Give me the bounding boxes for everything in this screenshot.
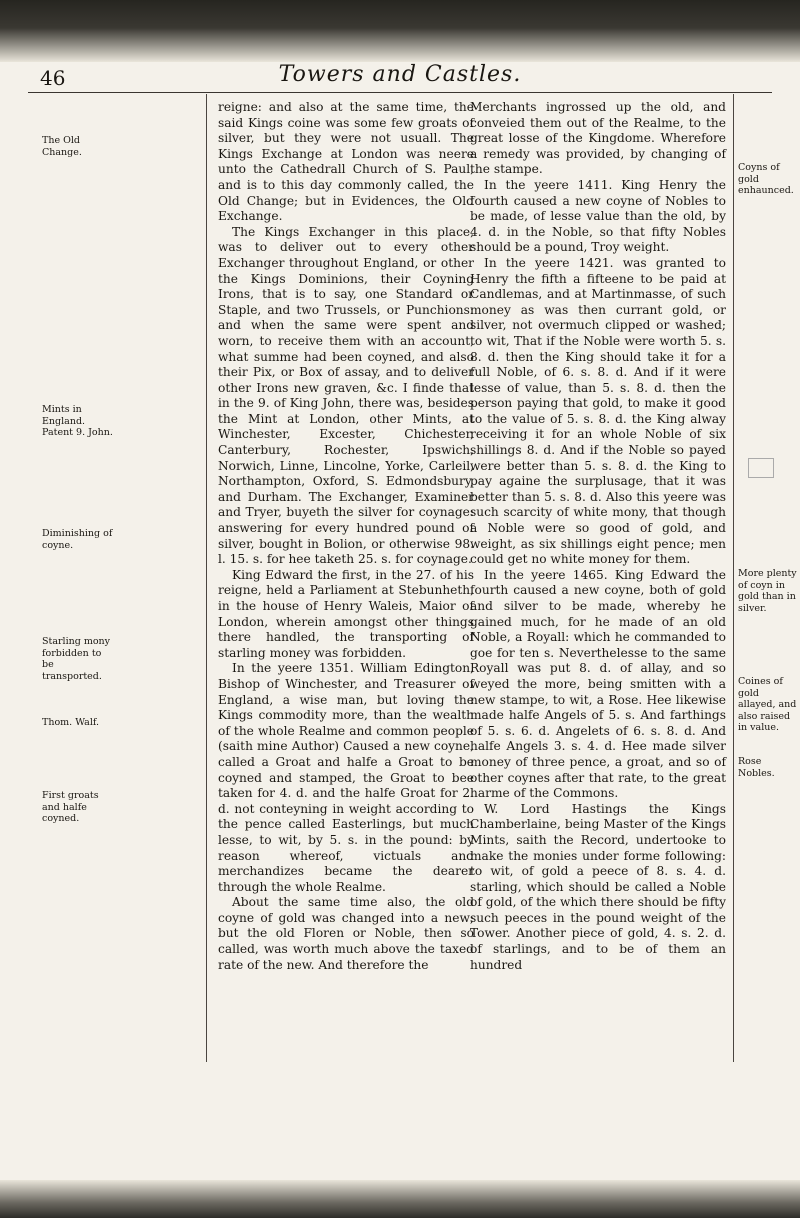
paragraph: About the same time also, the old coyne of gold was changed into a new; but the old Floren or Noble, then so called, was worth much above the taxed rate of the new. And therefore the: [218, 895, 474, 972]
margin-note-rose-nobles: Rose Nobles.: [738, 756, 775, 779]
scan-bottom-edge: [0, 1180, 800, 1218]
paragraph: W. Lord Hastings the Kings Chamberlaine, being Master of the Kings Mints, saith the Record, undertooke to make the monies under forme following: to wit, of gold a peece of 8. s. 4. d. starling, which should be called a Noble of gold, of the which there should be fifty such peeces in the pound weight of the Tower. Another piece of gold, 4. s. 2. d. of starlings, and to be of them an hundred: [470, 801, 726, 972]
right-margin-rule: [733, 94, 734, 1062]
margin-note-plenty: More plenty of coyn in gold than in silver.: [738, 568, 797, 614]
page-number: 46: [40, 66, 66, 90]
paragraph: In the yeere 1351. William Edington, Bishop of Winchester, and Treasurer of England, a wise man, but loving the Kings commodity more, than the wealth of the whole Realme and common people (saith mine Author) Caused a new coyne, called a Groat and halfe a Groat to be coyned and stamped, the Groat to bee taken for 4. d. and the halfe Groat for 2. d. not conteyning in weight according to the pence called Easterlings, but much lesse, to wit, by 5. s. in the pound: by reason whereof, victuals and merchandizes became the dearer through the whole Realme.: [218, 661, 474, 894]
paragraph: reigne: and also at the same time, the said Kings coine was some few groats of silver, but they were not usuall. The Kings Exchange at London was neere unto the Cathedrall Church of S. Paul, and is to this day commonly called, the Old Change; but in Evidences, the Old Exchange.: [218, 100, 474, 224]
header-rule: [28, 92, 772, 93]
margin-note-mints: Mints in England. Patent 9. John.: [42, 404, 113, 438]
paragraph: The Kings Exchanger in this place, was to deliver out to every other Exchanger throughout England, or other the Kings Dominions, their Coyning Irons, that is to say, one Standard or Staple, and two Trussels, or Punchions: and when the same were spent and worn, to receive them with an account, what summe had been coyned, and also their Pix, or Box of assay, and to deliver other Irons new graven, &c. I finde that in the 9. of King John, there was, besides the Mint at London, other Mints, at Winchester, Excester, Chichester, Canterbury, Rochester, Ipswich, Norwich, Linne, Lincolne, Yorke, Carleil, Northampton, Oxford, S. Edmondsbury, and Durham. The Exchanger, Examiner and Tryer, buyeth the silver for coynage: answering for every hundred pound of silver, bought in Bolion, or otherwise 98. l. 15. s. for hee taketh 25. s. for coynage.: [218, 224, 474, 567]
library-stamp: [748, 458, 774, 478]
right-text-column: [470, 100, 726, 973]
paragraph: In the yeere 1465. King Edward the fourth caused a new coyne, both of gold and silver to be made, whereby he gained much, for he made of an old Noble, a Royall: which he commanded to goe for ten s. Neverthelesse to the same Royall was put 8. d. of allay, and so weyed the more, being smitten with a new stampe, to wit, a Rose. Hee likewise made halfe Angels of 5. s. And farthings of 5. s. 6. d. Angelets of 6. s. 8. d. And halfe Angels 3. s. 4. d. Hee made silver money of three pence, a groat, and so of other coynes after that rate, to the great harme of the Commons.: [470, 567, 726, 801]
scan-top-edge: [0, 0, 800, 62]
paragraph: King Edward the first, in the 27. of his reigne, held a Parliament at Stebunheth, in the house of Henry Waleis, Maior of London, wherein amongst other things there handled, the transporting of starling money was forbidden.: [218, 567, 474, 660]
margin-note-old-change: The Old Change.: [42, 135, 82, 158]
margin-note-starling: Starling mony forbidden to be transported.: [42, 636, 111, 682]
paragraph: In the yeere 1411. King Henry the fourth caused a new coyne of Nobles to be made, of lesse value than the old, by 4. d. in the Noble, so that fifty Nobles should be a pound, Troy weight.: [470, 177, 726, 255]
margin-note-groats: First groats and halfe coyned.: [42, 790, 99, 824]
margin-note-enhaunced: Coyns of gold enhaunced.: [738, 162, 794, 196]
paragraph: In the yeere 1421. was granted to Henry the fifth a fifteene to be paid at Candlemas, and at Martinmasse, of such money as was then currant gold, or silver, not overmuch clipped or washed; to wit, That if the Noble were worth 5. s. 8. d. then the King should take it for a full Noble, of 6. s. 8. d. And if it were lesse of value, than 5. s. 8. d. then the person paying that gold, to make it good to the value of 5. s. 8. d. the King alway receiving it for an whole Noble of six shillings 8. d. And if the Noble so payed were better than 5. s. 8. d. the King to pay againe the surplusage, that it was better than 5. s. 8. d. Also this yeere was such scarcity of white mony, that though a Noble were so good of gold, and weight, as six shillings eight pence; men could get no white money for them.: [470, 255, 726, 567]
paragraph: Merchants ingrossed up the old, and conveied them out of the Realme, to the great losse of the Kingdome. Wherefore a remedy was provided, by changing of the stampe.: [470, 100, 726, 177]
margin-note-diminishing: Diminishing of coyne.: [42, 528, 113, 551]
margin-note-author: Thom. Walf.: [42, 717, 100, 728]
margin-note-allayed: Coines of gold allayed, and also raised in value.: [738, 676, 797, 733]
running-head: Towers and Castles.: [278, 62, 522, 87]
left-margin-rule: [206, 94, 207, 1062]
left-text-column: [218, 100, 474, 973]
